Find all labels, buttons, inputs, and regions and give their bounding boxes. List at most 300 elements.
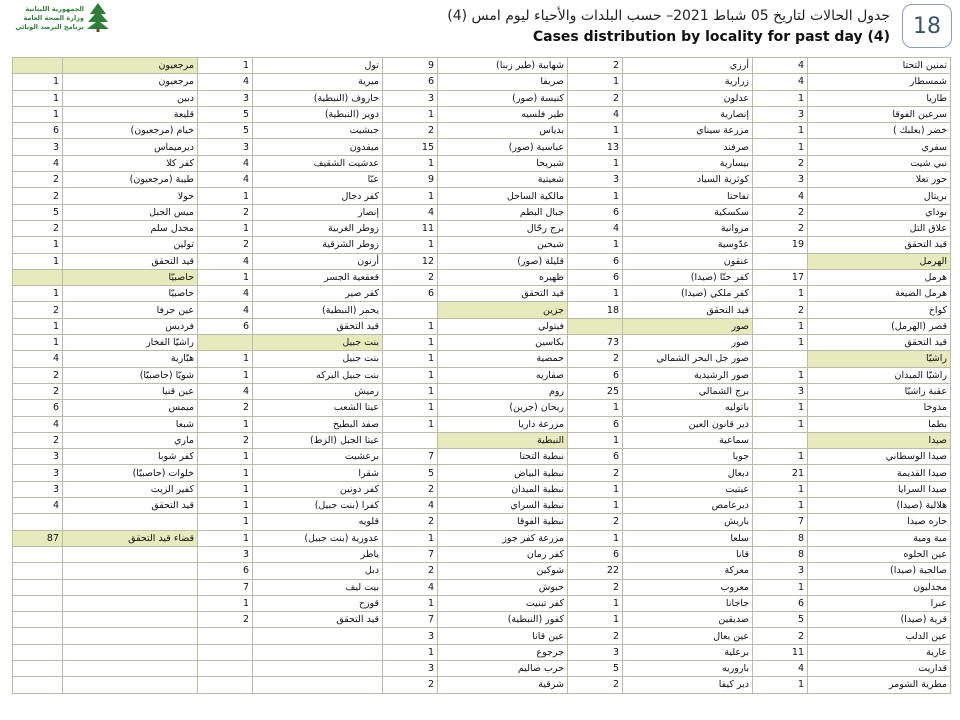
locality-name-cell	[63, 644, 198, 660]
case-count-cell: 4	[198, 74, 253, 90]
case-count-cell: 6	[568, 546, 623, 562]
locality-name-cell: طيبة (مرجعيون)	[63, 172, 198, 188]
case-count-cell: 2	[568, 579, 623, 595]
locality-name-cell: مالكية الساحل	[438, 188, 568, 204]
case-count-cell: 25	[568, 383, 623, 399]
case-count-cell: 9	[383, 172, 438, 188]
locality-name-cell: قانا	[623, 546, 753, 562]
case-count-cell: 1	[383, 155, 438, 171]
case-count-cell: 1	[753, 335, 808, 351]
cedar-icon	[86, 2, 110, 32]
locality-name-cell: ظهيره	[438, 269, 568, 285]
case-count-cell: 1	[568, 188, 623, 204]
case-count-cell: 3	[383, 660, 438, 676]
table-row	[13, 416, 951, 432]
case-count-cell: 1	[753, 677, 808, 693]
locality-name-cell: جزين	[438, 302, 568, 318]
locality-name-cell: مطرية الشومر	[808, 677, 951, 693]
locality-name-cell: كفر دونين	[253, 481, 383, 497]
locality-name-cell: أرنون	[253, 253, 383, 269]
case-count-cell: 7	[383, 449, 438, 465]
locality-name-cell: قصر (الهرمل)	[808, 318, 951, 334]
locality-name-cell: جبشيت	[253, 123, 383, 139]
locality-name-cell	[63, 579, 198, 595]
table-row	[13, 90, 951, 106]
case-count-cell: 1	[13, 90, 63, 106]
table-row	[13, 449, 951, 465]
case-count-cell: 15	[383, 139, 438, 155]
locality-name-cell: راشيّا	[808, 351, 951, 367]
case-count-cell: 4	[568, 106, 623, 122]
case-count-cell: 1	[568, 530, 623, 546]
case-count-cell: 1	[753, 286, 808, 302]
locality-name-cell: شبريحا	[438, 155, 568, 171]
case-count-cell: 1	[753, 400, 808, 416]
case-count-cell: 1	[13, 106, 63, 122]
case-count-cell: 2	[13, 220, 63, 236]
case-count-cell: 1	[198, 481, 253, 497]
table-row	[13, 155, 951, 171]
locality-name-cell: دبعال	[623, 465, 753, 481]
case-count-cell: 7	[383, 546, 438, 562]
case-count-cell: 3	[198, 139, 253, 155]
case-count-cell: 4	[13, 155, 63, 171]
locality-name-cell: شبعا	[63, 416, 198, 432]
table-row	[13, 286, 951, 302]
case-count-cell: 1	[383, 595, 438, 611]
page-title-english: Cases distribution by locality for past day (4)	[532, 29, 890, 45]
locality-name-cell: صفاريه	[438, 367, 568, 383]
case-count-cell: 1	[568, 432, 623, 448]
case-count-cell: 3	[383, 90, 438, 106]
locality-name-cell: بيت ليف	[253, 579, 383, 595]
case-count-cell: 2	[198, 400, 253, 416]
locality-name-cell: عين الدلب	[808, 628, 951, 644]
case-count-cell	[13, 58, 63, 74]
locality-name-cell: حبوش	[438, 579, 568, 595]
case-count-cell: 1	[568, 612, 623, 628]
locality-name-cell: حرب صاليم	[438, 660, 568, 676]
case-count-cell: 6	[198, 318, 253, 334]
case-count-cell	[753, 253, 808, 269]
logo-line-1: الجمهورية اللبنانية	[25, 5, 84, 13]
locality-name-cell: قيد التحقق	[438, 286, 568, 302]
case-count-cell: 3	[753, 563, 808, 579]
case-count-cell: 1	[198, 220, 253, 236]
case-count-cell: 12	[383, 253, 438, 269]
case-count-cell: 1	[753, 367, 808, 383]
locality-name-cell: ياطر	[253, 546, 383, 562]
locality-name-cell: بنت جبيل	[253, 335, 383, 351]
case-count-cell: 73	[568, 335, 623, 351]
case-count-cell: 2	[568, 90, 623, 106]
locality-name-cell: تولين	[63, 237, 198, 253]
case-count-cell: 1	[198, 595, 253, 611]
table-row	[13, 123, 951, 139]
locality-name-cell: مجدل سلم	[63, 220, 198, 236]
locality-name-cell: قليلة (صور)	[438, 253, 568, 269]
table-body	[13, 58, 951, 694]
case-count-cell: 3	[13, 481, 63, 497]
table-row	[13, 400, 951, 416]
case-count-cell: 4	[568, 220, 623, 236]
case-count-cell: 1	[568, 155, 623, 171]
locality-name-cell: نبطية الفوقا	[438, 514, 568, 530]
locality-name-cell: قيد التحقق	[63, 498, 198, 514]
case-count-cell: 87	[13, 530, 63, 546]
locality-name-cell: حور تعلا	[808, 172, 951, 188]
locality-name-cell: قيد التحقق	[253, 318, 383, 334]
locality-name-cell: حاره صيدا	[808, 514, 951, 530]
locality-name-cell	[63, 563, 198, 579]
locality-name-cell: كفر ملكي (صيدا)	[623, 286, 753, 302]
case-count-cell: 2	[383, 269, 438, 285]
locality-name-cell	[63, 677, 198, 693]
locality-name-cell: سلعا	[623, 530, 753, 546]
case-count-cell: 1	[383, 351, 438, 367]
case-count-cell	[383, 302, 438, 318]
locality-name-cell: سماعية	[623, 432, 753, 448]
locality-name-cell: عدشيت الشقيف	[253, 155, 383, 171]
locality-name-cell: حولا	[63, 188, 198, 204]
case-count-cell: 1	[198, 188, 253, 204]
case-count-cell: 19	[753, 237, 808, 253]
locality-name-cell: برج الشمالي	[623, 383, 753, 399]
locality-name-cell: هبّارية	[63, 351, 198, 367]
case-count-cell: 1	[383, 530, 438, 546]
locality-name-cell: قيد التحقق	[808, 237, 951, 253]
table-row	[13, 595, 951, 611]
locality-name-cell: طاريا	[808, 90, 951, 106]
case-count-cell: 6	[568, 269, 623, 285]
locality-name-cell: صور	[623, 335, 753, 351]
locality-name-cell: نبطية السراي	[438, 498, 568, 514]
case-count-cell	[13, 612, 63, 628]
case-count-cell: 7	[198, 579, 253, 595]
case-count-cell: 4	[383, 579, 438, 595]
locality-name-cell: كفور (النبطية)	[438, 612, 568, 628]
case-count-cell	[198, 628, 253, 644]
locality-name-cell: فيتولي	[438, 318, 568, 334]
page-title-arabic: جدول الحالات لتاريخ 05 شباط 2021– حسب البلدات والأحياء ليوم امس (4)	[447, 8, 890, 24]
case-count-cell: 2	[383, 677, 438, 693]
case-count-cell: 2	[198, 612, 253, 628]
case-count-cell	[198, 677, 253, 693]
locality-name-cell: معروب	[623, 579, 753, 595]
locality-name-cell: يحمر (النبطية)	[253, 302, 383, 318]
locality-name-cell: علاق التل	[808, 220, 951, 236]
locality-name-cell: صيدا القديمة	[808, 465, 951, 481]
locality-name-cell: عيتا الشعب	[253, 400, 383, 416]
locality-name-cell: إنصارية	[623, 106, 753, 122]
case-count-cell: 11	[753, 644, 808, 660]
locality-name-cell: كفير الزيت	[63, 481, 198, 497]
case-count-cell: 22	[568, 563, 623, 579]
case-count-cell: 6	[13, 400, 63, 416]
locality-name-cell: هرمل الضيعة	[808, 286, 951, 302]
case-count-cell: 5	[568, 660, 623, 676]
locality-name-cell: ريحان (جزين)	[438, 400, 568, 416]
case-count-cell: 1	[383, 416, 438, 432]
locality-name-cell: صالحية (صيدا)	[808, 563, 951, 579]
case-count-cell: 3	[753, 383, 808, 399]
case-count-cell: 2	[13, 172, 63, 188]
locality-name-cell: باريش	[623, 514, 753, 530]
locality-name-cell: بنت جبيل	[253, 351, 383, 367]
locality-name-cell: عين قانا	[438, 628, 568, 644]
locality-name-cell: صور جل البحر الشمالي	[623, 351, 753, 367]
locality-name-cell: سفري	[808, 139, 951, 155]
locality-name-cell	[253, 677, 383, 693]
locality-name-cell: الهرمل	[808, 253, 951, 269]
case-count-cell: 2	[383, 514, 438, 530]
case-count-cell: 2	[13, 383, 63, 399]
locality-name-cell: طير فلسيه	[438, 106, 568, 122]
locality-name-cell: عباسية (صور)	[438, 139, 568, 155]
case-count-cell: 3	[198, 546, 253, 562]
case-count-cell: 1	[198, 514, 253, 530]
case-count-cell: 1	[198, 449, 253, 465]
case-count-cell	[198, 335, 253, 351]
locality-name-cell: بوداي	[808, 204, 951, 220]
case-count-cell: 1	[753, 416, 808, 432]
case-count-cell	[13, 677, 63, 693]
case-count-cell	[753, 351, 808, 367]
case-count-cell: 2	[198, 237, 253, 253]
locality-name-cell: صديقين	[623, 612, 753, 628]
locality-name-cell: قداريت	[808, 660, 951, 676]
ministry-logo	[8, 2, 108, 42]
case-count-cell: 1	[198, 416, 253, 432]
case-count-cell: 18	[568, 302, 623, 318]
case-count-cell	[13, 660, 63, 676]
case-count-cell: 2	[198, 432, 253, 448]
case-count-cell: 21	[753, 465, 808, 481]
locality-name-cell: أرزي	[623, 58, 753, 74]
locality-name-cell: دوير (النبطية)	[253, 106, 383, 122]
case-count-cell: 1	[383, 237, 438, 253]
locality-name-cell: قعقعية الجسر	[253, 269, 383, 285]
locality-name-cell: زوطر الغربية	[253, 220, 383, 236]
table-row	[13, 318, 951, 334]
case-count-cell: 1	[13, 237, 63, 253]
locality-name-cell	[253, 644, 383, 660]
locality-name-cell: روم	[438, 383, 568, 399]
locality-name-cell: عارية	[808, 644, 951, 660]
case-count-cell: 1	[568, 400, 623, 416]
locality-name-cell: مجدليون	[808, 579, 951, 595]
table-row	[13, 628, 951, 644]
case-count-cell: 1	[198, 498, 253, 514]
case-count-cell: 17	[753, 269, 808, 285]
locality-name-cell: صور الرشيدية	[623, 367, 753, 383]
locality-name-cell: صيدا	[808, 432, 951, 448]
locality-name-cell: تفاحتا	[623, 188, 753, 204]
case-count-cell	[568, 318, 623, 334]
locality-name-cell: قيد التحقق	[808, 335, 951, 351]
case-count-cell: 4	[198, 253, 253, 269]
case-count-cell: 1	[383, 318, 438, 334]
case-count-cell: 2	[753, 302, 808, 318]
table-row	[13, 677, 951, 693]
locality-name-cell: سكسكية	[623, 204, 753, 220]
locality-name-cell: عقبة راشيّا	[808, 383, 951, 399]
table-row	[13, 335, 951, 351]
case-count-cell: 2	[13, 367, 63, 383]
locality-name-cell: مرجعيون	[63, 74, 198, 90]
locality-name-cell	[253, 628, 383, 644]
case-count-cell: 2	[568, 628, 623, 644]
case-count-cell: 1	[198, 58, 253, 74]
locality-name-cell: بدياس	[438, 123, 568, 139]
case-count-cell: 6	[568, 204, 623, 220]
locality-name-cell: نبطية التحتا	[438, 449, 568, 465]
locality-name-cell: صريفا	[438, 74, 568, 90]
locality-name-cell: عدلون	[623, 90, 753, 106]
case-count-cell: 2	[13, 188, 63, 204]
case-count-cell: 4	[198, 286, 253, 302]
case-count-cell: 3	[753, 172, 808, 188]
locality-name-cell	[63, 595, 198, 611]
locality-name-cell: كفر كلا	[63, 155, 198, 171]
case-count-cell: 1	[753, 139, 808, 155]
case-count-cell: 6	[753, 595, 808, 611]
locality-name-cell: ميرية	[253, 74, 383, 90]
locality-name-cell: عين قنيا	[63, 383, 198, 399]
case-count-cell: 1	[383, 367, 438, 383]
case-count-cell: 5	[198, 106, 253, 122]
case-count-cell	[13, 644, 63, 660]
case-count-cell: 1	[568, 237, 623, 253]
locality-name-cell: بكاسين	[438, 335, 568, 351]
locality-name-cell: شمسطار	[808, 74, 951, 90]
case-count-cell: 2	[383, 123, 438, 139]
case-count-cell: 2	[198, 204, 253, 220]
case-count-cell	[13, 269, 63, 285]
logo-line-2: وزارة الصحة العامة	[23, 14, 84, 22]
case-count-cell: 6	[198, 563, 253, 579]
case-count-cell: 7	[753, 514, 808, 530]
locality-name-cell: ميس الجبل	[63, 204, 198, 220]
case-count-cell: 1	[383, 106, 438, 122]
case-count-cell: 1	[568, 123, 623, 139]
locality-name-cell: كوثرية السياد	[623, 172, 753, 188]
table-row	[13, 172, 951, 188]
cases-by-locality-table	[12, 57, 951, 694]
case-count-cell: 8	[753, 530, 808, 546]
locality-name-cell: جويا	[623, 449, 753, 465]
locality-name-cell: شويّا (حاصبيّا)	[63, 367, 198, 383]
case-count-cell: 6	[13, 123, 63, 139]
case-count-cell: 4	[13, 351, 63, 367]
case-count-cell: 3	[753, 106, 808, 122]
case-count-cell: 2	[753, 155, 808, 171]
case-count-cell: 2	[383, 563, 438, 579]
case-count-cell: 1	[568, 286, 623, 302]
case-count-cell: 2	[568, 514, 623, 530]
locality-name-cell: هرمل	[808, 269, 951, 285]
table-row	[13, 220, 951, 236]
locality-name-cell: خلوات (حاصبيّا)	[63, 465, 198, 481]
locality-name-cell: مزرعة كفر جوز	[438, 530, 568, 546]
locality-name-cell: خضر (بعلبك )	[808, 123, 951, 139]
case-count-cell: 1	[568, 481, 623, 497]
case-count-cell: 1	[198, 530, 253, 546]
table-row	[13, 188, 951, 204]
locality-name-cell: دير كيفا	[623, 677, 753, 693]
locality-name-cell	[63, 612, 198, 628]
locality-name-cell: حاصبيّا	[63, 269, 198, 285]
case-count-cell: 1	[13, 74, 63, 90]
locality-name-cell: كفر صير	[253, 286, 383, 302]
case-count-cell: 3	[13, 139, 63, 155]
case-count-cell	[13, 628, 63, 644]
locality-name-cell: عين بعال	[623, 628, 753, 644]
case-count-cell: 1	[753, 449, 808, 465]
case-count-cell: 1	[753, 498, 808, 514]
locality-name-cell: حمصية	[438, 351, 568, 367]
table-row	[13, 269, 951, 285]
locality-name-cell: نبطية البياض	[438, 465, 568, 481]
locality-name-cell: قرية (صيدا)	[808, 612, 951, 628]
case-count-cell: 2	[13, 302, 63, 318]
locality-name-cell: مدوخا	[808, 400, 951, 416]
table-row	[13, 432, 951, 448]
case-count-cell: 1	[383, 335, 438, 351]
locality-name-cell: ديرعامص	[623, 498, 753, 514]
locality-name-cell	[63, 514, 198, 530]
table-row	[13, 74, 951, 90]
case-count-cell: 9	[383, 58, 438, 74]
table-row	[13, 660, 951, 676]
case-count-cell: 5	[198, 123, 253, 139]
locality-name-cell: شهابية (طير زبنا)	[438, 58, 568, 74]
locality-name-cell	[63, 628, 198, 644]
case-count-cell: 2	[568, 677, 623, 693]
locality-name-cell: صيدا الوسطاني	[808, 449, 951, 465]
table-row	[13, 139, 951, 155]
locality-name-cell: صفد البطيخ	[253, 416, 383, 432]
page-number: 18	[913, 13, 941, 39]
case-count-cell: 4	[753, 58, 808, 74]
locality-name-cell: ديرميماس	[63, 139, 198, 155]
logo-line-3: برنامج الترصد الوبائي	[15, 23, 84, 31]
case-count-cell: 11	[383, 220, 438, 236]
locality-name-cell: كفر رمان	[438, 546, 568, 562]
locality-name-cell	[253, 660, 383, 676]
locality-name-cell: عدّوسية	[623, 237, 753, 253]
case-count-cell: 2	[13, 432, 63, 448]
table-row	[13, 302, 951, 318]
table-row	[13, 612, 951, 628]
case-count-cell: 1	[568, 74, 623, 90]
locality-name-cell: هلالية (صيدا)	[808, 498, 951, 514]
table-row	[13, 58, 951, 74]
locality-name-cell: ميمس	[63, 400, 198, 416]
locality-name-cell: كفر دجال	[253, 188, 383, 204]
case-count-cell	[13, 595, 63, 611]
locality-name-cell: صور	[623, 318, 753, 334]
locality-name-cell: باتوليه	[623, 400, 753, 416]
locality-name-cell: شوكين	[438, 563, 568, 579]
locality-name-cell: عبّا	[253, 172, 383, 188]
case-count-cell	[13, 514, 63, 530]
locality-name-cell: عنقون	[623, 253, 753, 269]
table-row	[13, 644, 951, 660]
locality-name-cell: شقرا	[253, 465, 383, 481]
case-count-cell: 2	[753, 628, 808, 644]
locality-name-cell: زرارية	[623, 74, 753, 90]
